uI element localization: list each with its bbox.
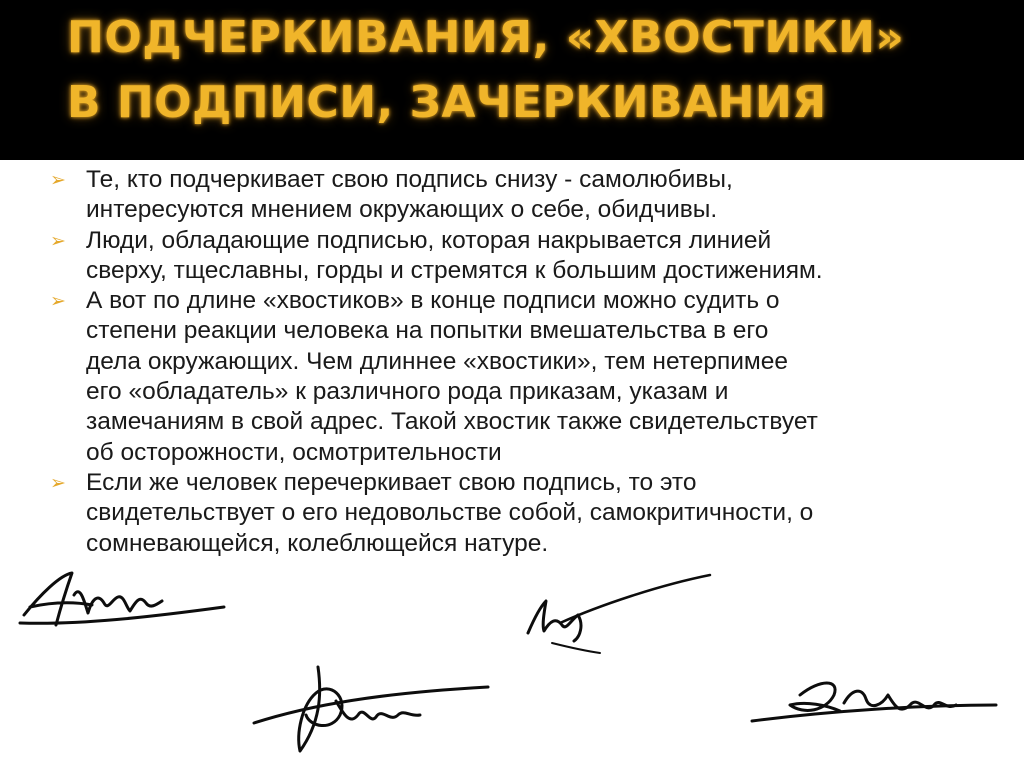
bullet-line: интересуются мнением окружающих о себе, обидчивы. <box>86 196 718 224</box>
bullet-line: сверху, тщеславны, горды и стремятся к большим достижениям. <box>86 256 823 284</box>
signature-tail <box>528 575 710 653</box>
title-line-1: ПОДЧЕРКИВАНИЯ, «ХВОСТИКИ» <box>67 12 905 63</box>
signature-strikethrough-2 <box>752 683 996 721</box>
bullet-item <box>50 226 1000 287</box>
bullet-line: его «обладатель» к различного рода приказам, указам и <box>86 378 729 406</box>
chevron-right-icon: ➢ <box>50 229 66 252</box>
bullet-line: степени реакции человека на попытки вмешательства в его <box>86 317 769 345</box>
bullet-line: сомневающейся, колеблющейся натуре. <box>86 529 549 557</box>
title-banner <box>0 0 1024 160</box>
bullet-line: свидетельствует о его недовольстве собой, самокритичности, о <box>86 499 814 527</box>
bullet-list <box>50 165 1000 559</box>
chevron-right-icon: ➢ <box>50 169 66 191</box>
bullet-line: об осторожности, осмотрительности <box>86 438 502 466</box>
title-line-2: В ПОДПИСИ, ЗАЧЕРКИВАНИЯ <box>67 77 827 128</box>
bullet-line: дела окружающих. Чем длиннее «хвостики», тем нетерпимее <box>86 347 789 375</box>
bullet-item <box>50 468 1000 559</box>
chevron-right-icon: ➢ <box>50 290 66 313</box>
bullet-item <box>50 165 1000 226</box>
bullet-line: Те, кто подчеркивает свою подпись снизу - самолюбивы, <box>86 166 733 193</box>
bullet-line: замечаниям в свой адрес. Такой хвостик также свидетельствует <box>86 408 818 436</box>
bullet-line: А вот по длине «хвостиков» в конце подписи можно судить о <box>86 287 780 315</box>
chevron-right-icon: ➢ <box>50 471 66 494</box>
signature-strikethrough-1 <box>254 667 488 751</box>
bullet-line: Если же человек перечеркивает свою подпись, то это <box>86 468 697 496</box>
signature-underlined <box>20 573 224 625</box>
bullet-item <box>50 286 1000 468</box>
bullet-line: Люди, обладающие подписью, которая накрывается линией <box>86 226 772 254</box>
signature-samples <box>0 555 1024 767</box>
